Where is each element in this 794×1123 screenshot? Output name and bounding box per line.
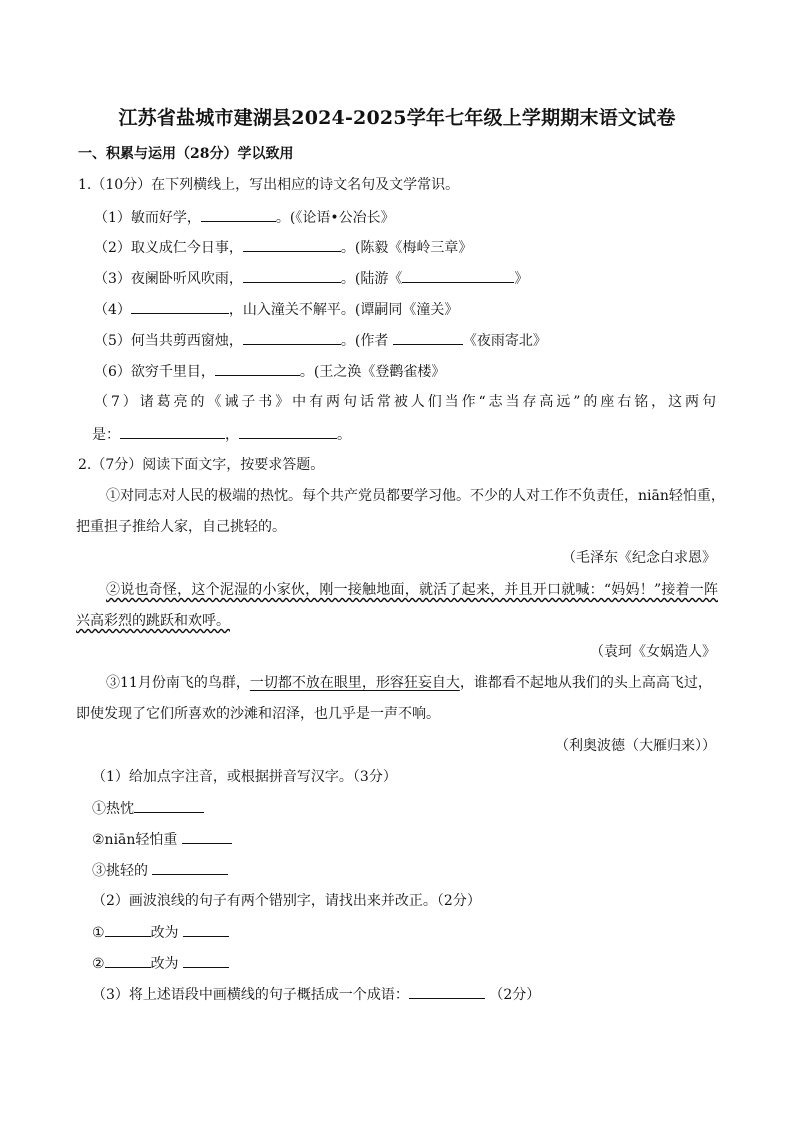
q2-sub1-c-label: ③挑轻的: [92, 863, 148, 879]
section-heading: 一、积累与运用（28分）学以致用: [78, 146, 294, 162]
q1-item-3: [94, 268, 528, 289]
q2-sub2-b-label: ②: [92, 956, 105, 972]
answer-blank[interactable]: [183, 953, 229, 968]
q2-passage-3-start: ③11月份南飞的鸟群，: [106, 675, 250, 691]
q1-item-5-mid: 。(作者: [340, 333, 389, 349]
q1-item-3-text: （3）夜阑卧听风吹雨，: [94, 271, 243, 287]
q2-passage-3-line1: [106, 673, 712, 693]
q2-passage-3-line2: 即使发现了它们所喜欢的沙滩和沼泽，也几乎是一声不响。: [76, 706, 440, 722]
answer-blank[interactable]: [409, 984, 485, 999]
answer-blank[interactable]: [243, 330, 341, 345]
q2-sub2-item-a: [92, 922, 229, 943]
q2-passage-2-source: （袁珂《女娲造人》: [590, 644, 716, 660]
q1-item-1: [94, 207, 395, 228]
answer-blank[interactable]: [120, 424, 225, 439]
answer-blank[interactable]: [152, 860, 228, 875]
q1-item-1-source: 。(《论语•公冶长》: [275, 210, 395, 226]
q2-sub2-item-b: [92, 953, 229, 974]
q2-sub1-b-label: ②niān轻怕重: [92, 832, 178, 848]
answer-blank[interactable]: [182, 829, 232, 844]
q2-passage-1-line1: ①对同志对人民的极端的热忱。每个共产党员都要学习他。不少的人对工作不负责任，niān轻怕重，: [106, 488, 725, 504]
q2-sub2-prompt: （2）画波浪线的句子有两个错别字，请找出来并改正。（2分）: [92, 893, 481, 909]
q1-item-7-prefix: 是：: [92, 427, 120, 443]
q1-item-4-label: （4）: [94, 302, 131, 318]
q1-item-4: [94, 299, 458, 320]
q2-passage-1-source: （毛泽东《纪念白求恩》: [562, 550, 716, 566]
q2-sub1-prompt: （1）给加点字注音，或根据拼音写汉字。（3分）: [92, 769, 397, 785]
q1-item-3-mid: 。(陆游《: [340, 271, 403, 287]
q1-item-7-line2: [92, 424, 351, 445]
q1-item-1-text: （1）敏而好学，: [94, 210, 201, 226]
q1-item-5-source: 《夜雨寄北》: [462, 333, 547, 349]
q1-item-6-source: 。(王之涣《登鹳雀楼》: [299, 364, 446, 380]
q1-item-7-line1: （7）诸葛亮的《诫子书》中有两句话常被人们当作“志当存高远”的座右铭，这两句: [94, 394, 716, 410]
answer-blank[interactable]: [105, 922, 151, 937]
q2-passage-3-underlined: 一切都不放在眼里，形容狂妄自大: [249, 675, 460, 691]
q1-item-2-source: 。(陈毅《梅岭三章》: [340, 240, 473, 256]
q2-passage-3-source: （利奥波德（大雁归来））: [555, 738, 716, 754]
q2-sub3-points: （2分）: [489, 987, 541, 1003]
answer-blank[interactable]: [131, 299, 229, 314]
q1-item-2-text: （2）取义成仁今日事，: [94, 240, 243, 256]
answer-blank[interactable]: [243, 237, 341, 252]
q1-item-5-text: （5）何当共剪西窗烛，: [94, 333, 243, 349]
q2-sub3: [92, 984, 540, 1005]
answer-blank[interactable]: [105, 953, 151, 968]
q2-passage-3-rest: ，谁都看不起地从我们的头上高高飞过，: [459, 675, 712, 691]
q1-item-7-period: 。: [337, 427, 351, 443]
page-title: 江苏省盐城市建湖县2024-2025学年七年级上学期期末语文试卷: [118, 107, 676, 129]
q2-sub2-a-label: ①: [92, 925, 105, 941]
q2-sub3-prompt: （3）将上述语段中画横线的句子概括成一个成语：: [92, 987, 409, 1003]
q2-sub1-item-c: [92, 860, 228, 881]
answer-blank[interactable]: [201, 207, 276, 222]
answer-blank[interactable]: [243, 268, 341, 283]
q1-item-4-text: ，山入潼关不解平。(谭嗣同《潼关》: [228, 302, 459, 318]
answer-blank[interactable]: [393, 330, 463, 345]
q1-item-5: [94, 330, 547, 351]
q1-stem: 1.（10分）在下列横线上，写出相应的诗文名句及文学常识。: [78, 177, 460, 193]
q2-passage-2-line2: 兴高彩烈的跳跃和欢呼。: [76, 613, 230, 629]
q1-item-6-text: （6）欲穷千里目，: [94, 364, 215, 380]
q1-item-7-comma: ，: [225, 427, 239, 443]
q2-sub1-item-a: [92, 798, 204, 819]
q1-item-3-close: 》: [514, 271, 529, 287]
answer-blank[interactable]: [134, 798, 204, 813]
answer-blank[interactable]: [183, 922, 229, 937]
q2-stem: 2.（7分）阅读下面文字，按要求答题。: [78, 457, 325, 473]
q1-item-2: [94, 237, 472, 258]
q2-sub1-a-label: ①热忱: [92, 801, 134, 817]
q1-item-6: [94, 361, 445, 382]
q2-sub2-a-change: 改为: [150, 925, 179, 941]
answer-blank[interactable]: [215, 361, 300, 376]
answer-blank[interactable]: [402, 268, 514, 283]
q2-sub2-b-change: 改为: [150, 956, 179, 972]
q2-passage-2-line1: ②说也奇怪，这个泥湿的小家伙，刚一接触地面，就活了起来，并且开口就喊：“妈妈！”接着一阵: [106, 582, 718, 598]
q2-sub1-item-b: [92, 829, 232, 850]
answer-blank[interactable]: [239, 424, 337, 439]
q2-passage-1-line2: 把重担子推给人家，自己挑轻的。: [76, 519, 286, 535]
